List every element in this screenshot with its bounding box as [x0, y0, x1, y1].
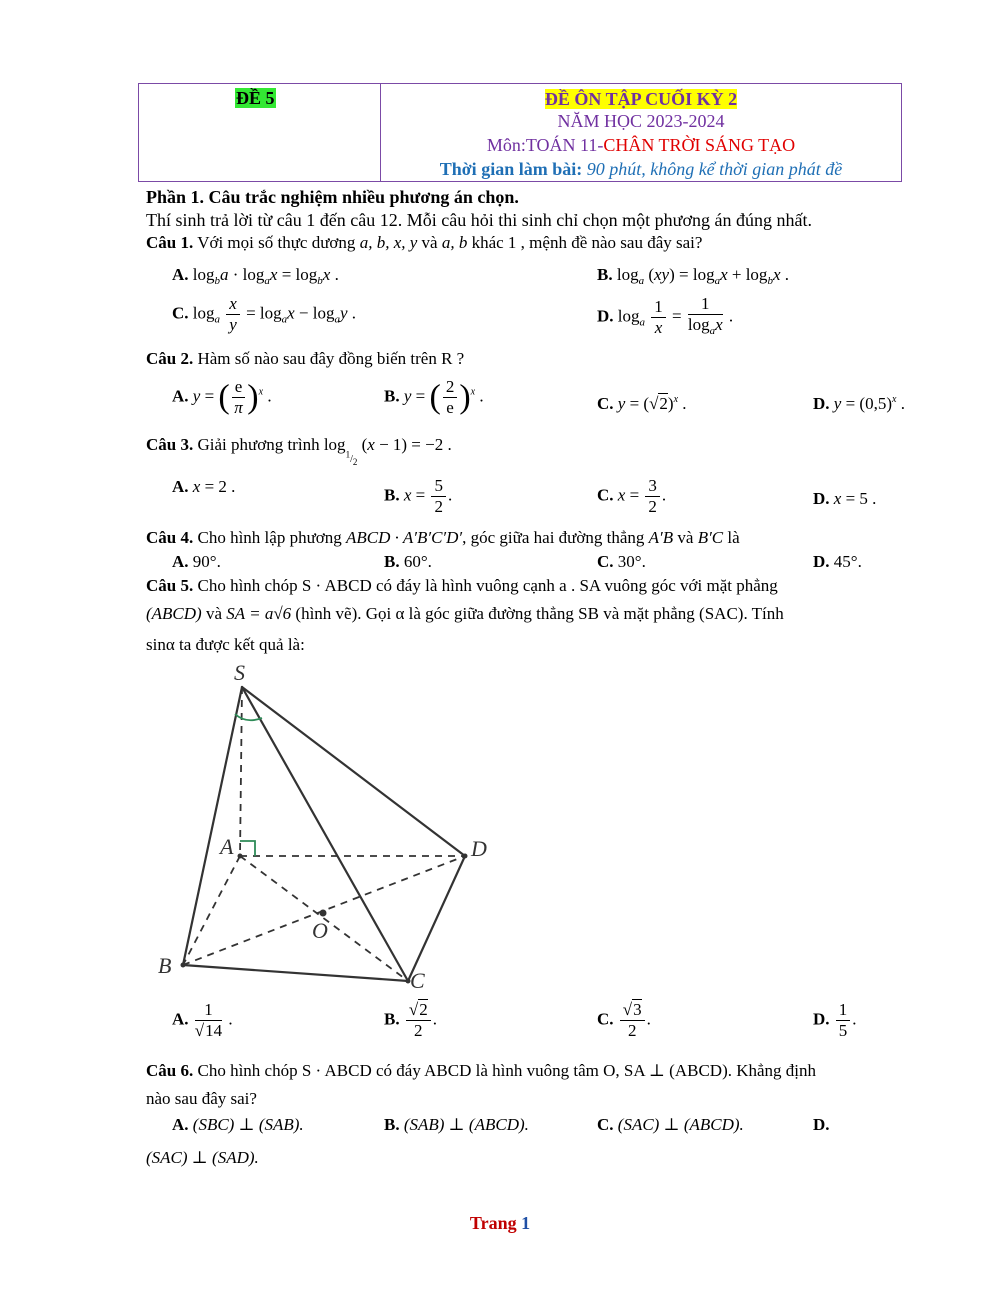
exam-title: ĐỀ ÔN TẬP CUỐI KỲ 2 — [544, 89, 738, 109]
question-5: Câu 5. Cho hình chóp S · ABCD có đáy là hình vuông cạnh a . SA vuông góc với mặt phẳng — [146, 576, 778, 595]
q6-option-b: B. (SAB) ⊥ (ABCD). — [384, 1115, 529, 1134]
q3-option-c: C. x = $\frac{3}{2}$ . — [597, 476, 667, 516]
subject: Môn:TOÁN 11-CHÂN TRỜI SÁNG TẠO — [486, 135, 796, 155]
q6-option-d: (SAC) ⊥ (SAD). — [146, 1148, 259, 1167]
q2-option-b: B. y = ( $\frac{2}{e}$ )$^x$ . — [384, 377, 484, 417]
question-1: Câu 1. Với mọi số thực dương a, b, x, y và a, b khác 1 , mệnh đề nào sau đây sai? — [146, 233, 703, 252]
q3-option-b: B. x = $\frac{5}{2}$ . — [384, 476, 453, 516]
time-info: Thời gian làm bài: 90 phút, không kể thời gian phát đề — [439, 159, 843, 179]
vertex-d-label: D — [471, 836, 487, 861]
question-2: Câu 2. Hàm số nào sau đây đồng biến trên R ? — [146, 349, 465, 368]
header-table — [138, 83, 902, 182]
question-6-line2: nào sau đây sai? — [146, 1089, 257, 1108]
q5-option-d: D. $\frac{1}{5}$ . — [813, 1000, 857, 1040]
q4-option-c: C. 30°. — [597, 552, 646, 571]
q5-option-b: B. $\frac{√2}{2}$ . — [384, 1000, 437, 1040]
pyramid-figure — [150, 658, 500, 998]
vertex-s-label: S — [234, 660, 245, 685]
q6-option-a: A. (SBC) ⊥ (SAB). — [172, 1115, 304, 1134]
q2-option-d: D. $y = (0,5)^x$ . — [813, 394, 905, 413]
vertex-b-label: B — [158, 953, 172, 978]
q6-option-d-letter: D. — [813, 1115, 830, 1134]
section-instruction: Thí sinh trả lời từ câu 1 đến câu 12. Mỗi câu hỏi thi sinh chỉ chọn một phương án đúng nhất. — [146, 210, 812, 230]
q4-option-b: B. 60°. — [384, 552, 432, 571]
question-5-line3: sinα ta được kết quả là: — [146, 635, 305, 654]
q4-option-a: A. 90°. — [172, 552, 221, 571]
question-3: Câu 3. Giải phương trình $\log_{^1/_2} (x - 1) = -2$ . — [146, 435, 452, 467]
q2-option-a: A. y = ( $\frac{e}{\pi}$ )$^x$ . — [172, 377, 272, 417]
question-4: Câu 4. Cho hình lập phương ABCD · A′B′C′D′, góc giữa hai đường thẳng A′B và B′C là — [146, 528, 740, 547]
q4-option-d: D. 45°. — [813, 552, 862, 571]
q5-option-c: C. $\frac{√3}{2}$ . — [597, 1000, 651, 1040]
page-footer: Trang 1 — [469, 1213, 531, 1233]
q6-option-c: C. (SAC) ⊥ (ABCD). — [597, 1115, 744, 1134]
q1-option-a: A. $\log_ba \cdot \log_ax = \log_bx$ . — [172, 265, 339, 287]
exam-number: ĐỀ 5 — [236, 88, 275, 108]
q3-option-a: A. x = 2 . — [172, 477, 236, 496]
q5-option-a: A. $\frac{1}{√14}$ . — [172, 1000, 233, 1040]
q1-option-c: C. $\log_a$ $\frac{x}{y}$ = $\log_ax - \log_ay$ . — [172, 294, 357, 334]
q2-option-c: C. $y = (√2)^x$ . — [597, 394, 687, 413]
q1-option-b: B. $\log_a (xy) = \log_ax + \log_bx$ . — [597, 265, 789, 287]
section-title: Phần 1. Câu trắc nghiệm nhiều phương án chọn. — [146, 187, 519, 207]
question-6: Câu 6. Cho hình chóp S · ABCD có đáy ABCD là hình vuông tâm O, SA ⊥ (ABCD). Khẳng định — [146, 1061, 817, 1080]
school-year: NĂM HỌC 2023-2024 — [557, 111, 725, 131]
center-o-label: O — [312, 918, 328, 943]
q1-option-d: D. $\log_a$ $\frac{1}{x}$ = $\frac{1}{\log_ax}$ . — [597, 294, 734, 337]
q3-option-d: D. x = 5 . — [813, 489, 877, 508]
vertex-a-label: A — [220, 834, 234, 859]
vertex-c-label: C — [410, 968, 425, 993]
question-5-line2: (ABCD) và SA = a√6 (hình vẽ). Gọi α là góc giữa đường thẳng SB và mặt phẳng (SAC). Tính — [146, 604, 784, 623]
